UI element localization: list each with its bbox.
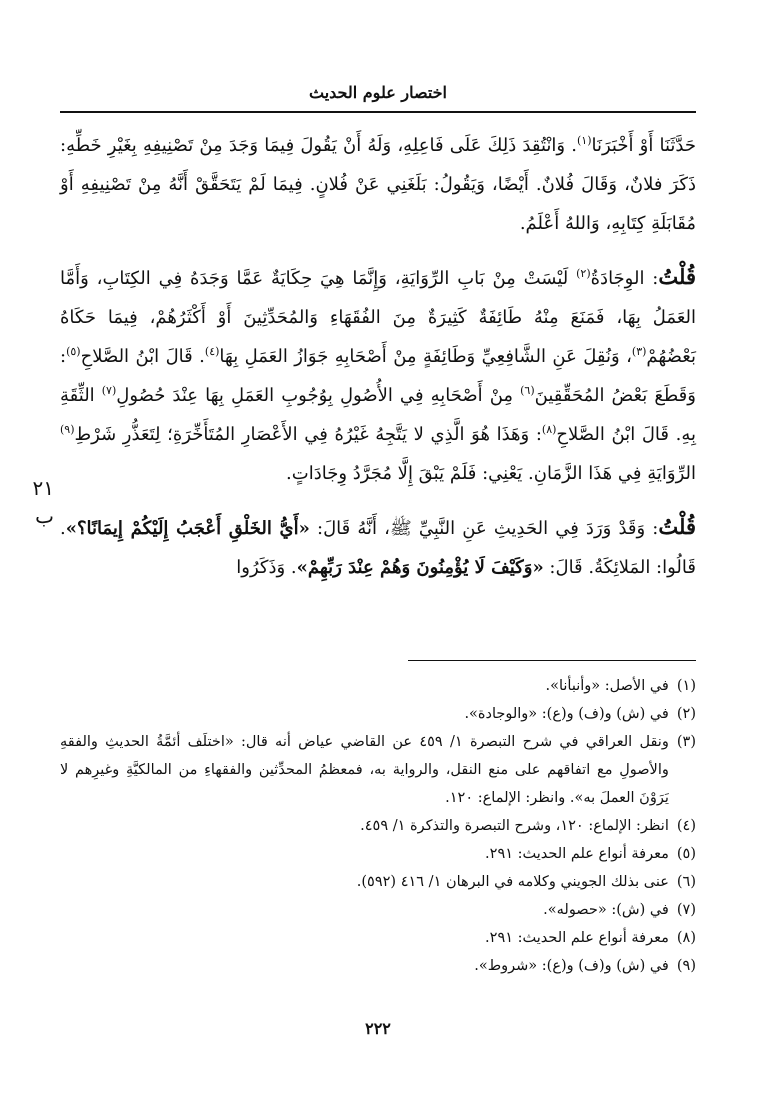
text-run: . قَالُوا: المَلائِكَةُ. قَالَ: xyxy=(60,518,696,578)
footnote-1 xyxy=(60,672,696,700)
footnote-4 xyxy=(60,812,696,840)
footnote-text: ونقل العراقي في شرح التبصرة ١/ ٤٥٩ عن القاضي عياض أنه قال: «اختلَف أئمَّةُ الحديثِ والفقهِ والأصولِ مع اتفاقهم على منع النقل، والرواية به، فمعظمُ المحدِّثين والفقهاءِ من المالكيَّةِ وغيرِهم لا يَرَوْنَ العملَ به». وانظر: الإلماع: ١٢٠. xyxy=(60,734,669,806)
footnote-ref-2[interactable]: (٢) xyxy=(576,267,591,280)
footnote-ref-8[interactable]: (٨) xyxy=(541,423,557,436)
footnote-text: في (ش) و(ف) و(ع): «والوجادة». xyxy=(464,706,669,722)
text-run: الثِّقَةِ بِهِ. قَالَ ابْنُ الصَّلاحِ xyxy=(60,385,696,445)
text-run: لَيْسَتْ مِنْ بَابِ الرِّوَايَةِ، وَإِنَّمَا هِيَ حِكَايَةٌ عَمَّا وَجَدَهُ فِي الكِتَابِ، وَأَمَّا العَمَلُ بِهَا، فَمَنَعَ مِنْهُ طَائِفَةٌ كَثِيرَةٌ مِنَ الفُقَهَاءِ وَالمُحَدِّثِينَ أَوْ أَكْثَرُهُمْ، فِيمَا حَكَاهُ بَعْضُهُمْ xyxy=(60,268,696,367)
text-run: : وَقَدْ وَرَدَ فِي الحَدِيثِ عَنِ النَّبِيِّ ﷺ، أَنَّهُ قَالَ: xyxy=(309,518,659,539)
text-run: حَدَّثَنَا أَوْ أَخْبَرَنَا xyxy=(591,135,696,156)
header-rule xyxy=(60,111,696,113)
footnote-text: معرفة أنواع علم الحديث: ٢٩١. xyxy=(485,930,669,946)
main-text xyxy=(60,126,696,587)
footnote-8 xyxy=(60,924,696,952)
footnote-3 xyxy=(60,728,696,812)
text-run: : الوِجَادَةُ xyxy=(590,268,659,289)
text-run: مِنْ أَصْحَابِهِ فِي الأُصُولِ بِوُجُوبِ العَمَلِ بِهَا عِنْدَ حُصُولِ xyxy=(116,385,521,406)
footnote-number: (٤) xyxy=(676,818,696,834)
footnote-number: (٨) xyxy=(676,930,696,946)
paragraph-1 xyxy=(60,126,696,243)
footnote-ref-5[interactable]: (٥) xyxy=(66,345,81,358)
running-header: اختصار علوم الحديث xyxy=(308,83,447,102)
footnote-6 xyxy=(60,868,696,896)
footnote-text: في (ش): «حصوله». xyxy=(543,902,669,918)
footnote-2 xyxy=(60,700,696,728)
hadith-quote: «وَكَيْفَ لَا يُؤْمِنُونَ وَهُمْ عِنْدَ رَبِّهِمْ» xyxy=(296,557,544,578)
footnotes xyxy=(60,672,696,980)
footnote-ref-4[interactable]: (٤) xyxy=(204,345,220,358)
footnote-5 xyxy=(60,840,696,868)
text-run: . وَذَكَرُوا xyxy=(236,557,297,578)
footnote-number: (٧) xyxy=(676,902,696,918)
footnote-text: معرفة أنواع علم الحديث: ٢٩١. xyxy=(485,846,669,862)
footnote-9 xyxy=(60,952,696,980)
footnote-7 xyxy=(60,896,696,924)
footnote-number: (٦) xyxy=(676,874,696,890)
footnote-number: (٣) xyxy=(676,734,696,750)
text-run: ، وَنُقِلَ عَنِ الشَّافِعِيِّ وَطَائِفَةٍ مِنْ أَصْحَابِهِ جَوَازُ العَمَلِ بِهَا xyxy=(219,346,632,367)
text-run: : وَقَطَعَ بَعْضُ المُحَقِّقِينَ xyxy=(60,346,696,406)
footnote-ref-6[interactable]: (٦) xyxy=(520,384,535,397)
footnote-number: (١) xyxy=(676,678,696,694)
text-run: . وَانْتُقِدَ ذَلِكَ عَلَى فَاعِلِهِ، وَلَهُ أَنْ يَقُولَ فِيمَا وَجَدَ مِنْ تَصْنِيفِهِ بِغَيْرِ خَطِّهِ: ذَكَرَ فلانٌ، وَقَالَ فُلانٌ. أَيْضًا، وَيَقُولُ: بَلَغَنِي عَنْ فُلانٍ. فِيمَا لَمْ يَتَحَقَّقْ أَنَّهُ مِنْ تَصْنِيفِهِ أَوْ مُقَابَلَةِ كِتَابِهِ، وَاللهُ أَعْلَمُ. xyxy=(60,135,696,234)
footnote-text: انظر: الإلماع: ١٢٠، وشرح التبصرة والتذكرة ١/ ٤٥٩. xyxy=(360,818,669,834)
footnote-ref-1[interactable]: (١) xyxy=(576,134,592,147)
text-run: : وَهَذَا هُوَ الَّذِي لا يَتَّجِهُ غَيْرُهُ فِي الأَعْصَارِ المُتَأَخِّرَةِ؛ لِتَعَذُّرِ شَرْطِ xyxy=(74,424,542,445)
footnote-number: (٢) xyxy=(676,706,696,722)
page-number: ٢٢٢ xyxy=(365,1019,391,1038)
manuscript-folio-marker: ٢١ ب xyxy=(32,476,54,528)
footnote-number: (٥) xyxy=(676,846,696,862)
footnote-text: في الأصل: «وأنبأنا». xyxy=(545,678,669,694)
text-run: . قَالَ ابْنُ الصَّلاحِ xyxy=(80,346,205,367)
footnote-ref-9[interactable]: (٩) xyxy=(60,423,75,436)
paragraph-3 xyxy=(60,507,696,587)
qultu-lead: قُلْتُ xyxy=(658,514,697,539)
footnote-separator xyxy=(408,660,696,661)
qultu-lead: قُلْتُ xyxy=(658,264,696,289)
hadith-quote: «أَيُّ الخَلْقِ أَعْجَبُ إِلَيْكُمْ إِيمَانًا؟» xyxy=(65,518,310,539)
footnote-text: في (ش) و(ف) و(ع): «شروط». xyxy=(474,958,669,974)
footnote-number: (٩) xyxy=(676,958,696,974)
text-run: الرِّوَايَةِ فِي هَذَا الزَّمَانِ. يَعْنِي: فَلَمْ يَبْقَ إِلَّا مُجَرَّدُ وِجَادَاتٍ. xyxy=(286,463,696,484)
footnote-ref-7[interactable]: (٧) xyxy=(101,384,117,397)
paragraph-2 xyxy=(60,257,696,493)
footnote-ref-3[interactable]: (٣) xyxy=(631,345,647,358)
footnote-text: عنى بذلك الجويني وكلامه في البرهان ١/ ٤١٦ (٥٩٢). xyxy=(356,874,669,890)
